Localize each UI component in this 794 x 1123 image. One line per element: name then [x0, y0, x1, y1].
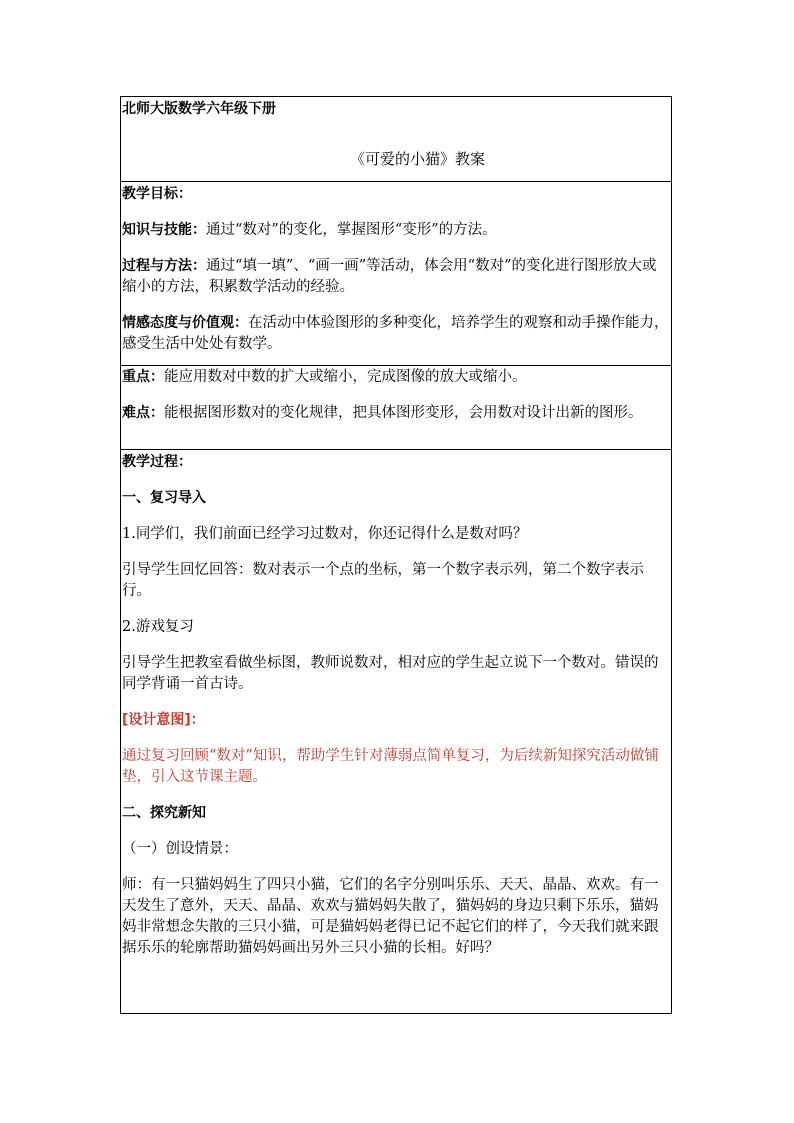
- knowledge-paragraph: 知识与技能：通过“数对”的变化，掌握图形“变形”的方法。: [122, 222, 497, 238]
- document-title: 《可爱的小猫》教案: [349, 150, 485, 168]
- section1-title: 一、复习导入: [122, 490, 206, 506]
- publisher-label: 北师大版数学六年级下册: [122, 101, 276, 117]
- section2-title: 二、探究新知: [122, 805, 206, 821]
- game-description: 引导学生把教室看做坐标图，教师说数对，相对应的学生起立说下一个数对。错误的同学背诵一首古诗。: [122, 655, 659, 692]
- question-1: 1.同学们，我们前面已经学习过数对，你还记得什么是数对吗？: [122, 526, 528, 542]
- difficulty-paragraph: 难点：能根据图形数对的变化规律，把具体图形变形，会用数对设计出新的图形。: [122, 405, 643, 421]
- key-points-cell: [121, 366, 671, 450]
- design-intent-text: 通过复习回顾“数对”知识，帮助学生针对薄弱点简单复习，为后续新知探究活动做铺垫，引入这节课主题。: [122, 748, 659, 785]
- lesson-plan-table: [120, 96, 672, 1014]
- subsection-1-title: （一）创设情景：: [122, 841, 238, 857]
- objectives-cell: [121, 182, 671, 366]
- focus-paragraph: 重点：能应用数对中数的扩大或缩小，完成图像的放大或缩小。: [122, 369, 527, 385]
- answer-1: 引导学生回忆回答：数对表示一个点的坐标，第一个数字表示列，第二个数字表示行。: [122, 562, 644, 599]
- process-heading: 教学过程：: [122, 454, 192, 470]
- process-paragraph: 过程与方法：通过“填一填”、“画一画”等活动，体会用“数对”的变化进行图形放大或缩小的方法，积累数学活动的经验。: [122, 258, 657, 295]
- header-cell: [121, 97, 671, 182]
- process-cell: [121, 450, 671, 1013]
- question-2: 2.游戏复习: [122, 619, 194, 635]
- design-intent-label: [设计意图]：: [122, 712, 205, 728]
- attitude-paragraph: 情感态度与价值观：在活动中体验图形的多种变化，培养学生的观察和动手操作能力，感受生活中处处有数学。: [122, 315, 669, 352]
- objectives-heading: 教学目标：: [122, 186, 192, 202]
- story-paragraph: 师：有一只猫妈妈生了四只小猫，它们的名字分别叫乐乐、天天、晶晶、欢欢。有一天发生了意外，天天、晶晶、欢欢与猫妈妈失散了，猫妈妈的身边只剩下乐乐，猫妈妈非常想念失散的三只小猫，可是猫妈妈老得已记不起它们的样了，今天我们就来跟据乐乐的轮廓帮助猫妈妈画出另外三只小猫的长相。好吗？: [122, 877, 659, 956]
